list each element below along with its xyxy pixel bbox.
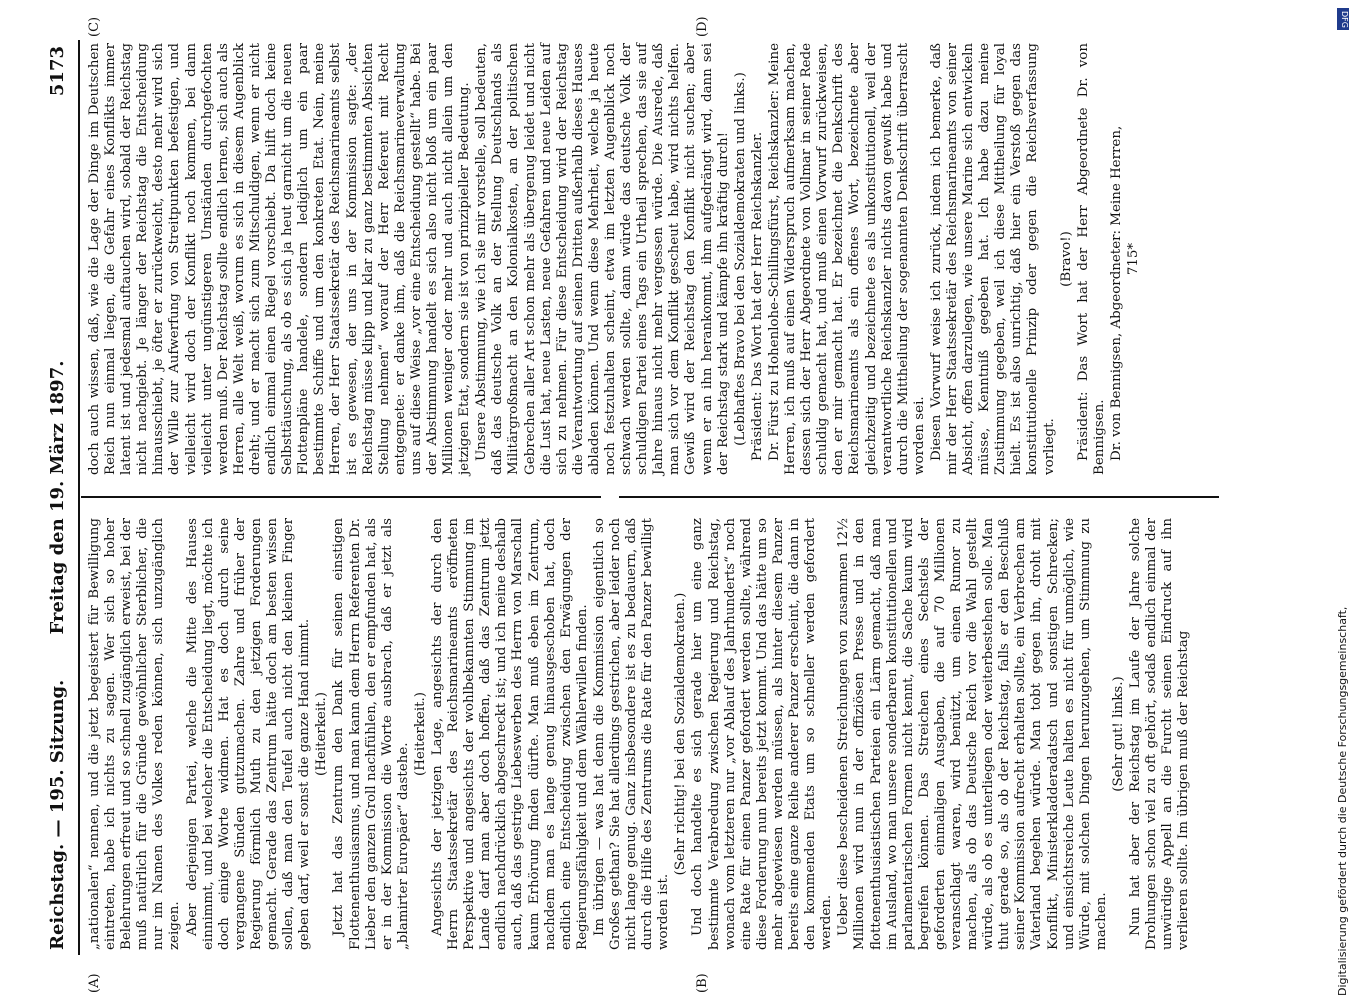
page-header (47, 40, 77, 955)
margin-mark-a: (A) (87, 973, 102, 993)
date-title: Freitag den 19. März 1897. (47, 360, 68, 635)
paragraph: Unsere Abstimmung, wie ich sie mir vorstelle, soll bedeuten, daß das deutsche Volk an der Stellung Deutschlands als Militärgroßmacht an den Kolonialkosten, an der politischen Gebrechen aller Art schon mehr als übergenug leidet und nicht die Lust hat, neue Lasten, neue Gefahren und neue Leiden auf sich zu nehmen. Für diese Entscheidung wird der Reichstag die Verantwortung auf seinen Dritten außerhalb dieses Hauses abladen können. Und wenn diese Mehrheit, welche ja heute noch festzuhalten scheint, etwa im letzten Augenblick noch schwach werden sollte, dann würde das deutsche Volk der schuldigen Partei eines Tags ein Urtheil sprechen, das sie auf Jahre hinaus nicht mehr vergessen würde. Die Ausrede, daß man sich vor dem Konflikt gescheut habe, wird nichts helfen. Gewiß wird der Reichstag den Konflikt nicht suchen; aber wenn er an ihn herankommt, ihm aufgedrängt wird, dann sei der Reichstag stark und kämpfe ihn kräftig durch! (474, 43, 731, 475)
header-rule (78, 40, 80, 955)
speaker-paragraph: Präsident: Das Wort hat der Herr Reichskanzler. (749, 131, 765, 461)
interjection: (Heiterkeit.) (314, 692, 330, 776)
page-signature: 715* (1126, 242, 1141, 276)
dfg-logo: DFG (1337, 8, 1349, 30)
column-divider-lower (619, 496, 1219, 498)
paragraph: Angesichts der jetzigen Lage, angesichts der durch den Herrn Staatssekretär des Reichsmarineamts eröffneten Perspektive und angesichts der wohlbekannten Stimmung im Lande darf man aber doch hoffen, daß das Zentrum jetzt endlich nachdrücklich abgeschreckt ist; und ich meine deshalb auch, daß das gestrige Liebeswerben des Herrn von Marschall kaum Erhörung finden dürfte. Man muß eben im Zentrum, nachdem man es lange genug hinausgeschoben hat, doch endlich eine Entscheidung zwischen den Erwägungen der Regierungsfähigkeit und dem Wählerwillen finden. (429, 518, 590, 950)
digitization-footer: Digitalisierung gefördert durch die Deutsche Forschungsgemeinschaft, (1336, 606, 1349, 996)
speaker-paragraph: Dr. Fürst zu Hohenlohe-Schillingsfürst, Reichskanzler: Meine Herren, ich muß auf einen Widerspruch aufmerksam machen, dessen sich der Herr Abgeordnete von Vollmar in seiner Rede schuldig gemacht hat, und muß einen Vorwurf zurückweisen, den er mir gemacht hat. Er bezeichnet die Denkschrift des Reichsmarineamts als ein offenes Wort, bezeichnete aber gleichzeitig und bezeichnete es als unkonstitutionell, weil der verantwortliche Reichskanzler nichts davon gewußt habe und durch die Mittheilung der sogenannten Denkschrift überrascht worden sei. (766, 43, 927, 475)
paragraph: „nationalen“ nennen, und die jetzt begeistert für Bewilligung eintreten, habe ich nichts zu sagen. Wer sich so hoher Belehrungen erfreut und so schnell zugänglich erweist, bei der muß natürlich für die Gründe gewöhnlicher Sterblicher, die nur im Namen des Volkes reden können, sich unzugänglich zeigen. (87, 518, 183, 950)
interjection: (Bravo!) (1058, 231, 1074, 287)
margin-mark-b: (B) (695, 973, 710, 993)
margin-mark-d: (D) (695, 16, 710, 37)
column-divider (81, 496, 601, 498)
paragraph: Im übrigen — was hat denn die Kommission eigentlich so Großes gethan? Sie hat allerdings gestrichen, aber leider noch nicht lange genug. Ganz insbesondere ist es zu bedauern, daß durch die Hilfe des Zentrums die Rate für den Panzer bewilligt worden ist. (591, 518, 672, 950)
paragraph: Und doch handelte es sich gerade hier um eine ganz bestimmte Verabredung zwischen Regierung und Reichstag, wonach vom letzteren nur „vor Ablauf des Jahrhunderts“ noch eine Rate für einen Panzer gefordert werden sollte, während diese Forderung nun bereits jetzt kommt. Und das hätte um so mehr abgewiesen werden müssen, als hinter diesem Panzer bereits eine ganze Reihe anderer Panzer erscheint, die dann in den kommenden Etats um so schneller werden gefordert werden. (690, 518, 835, 950)
speaker-paragraph: Dr. von Bennigsen, Abgeordneter: Meine Herren, (1108, 125, 1124, 461)
right-column (87, 43, 1143, 475)
interjection: (Sehr gut! links.) (1110, 676, 1126, 792)
speaker-paragraph: Präsident: Das Wort hat der Herr Abgeordnete Dr. von Bennigsen. (1075, 43, 1107, 475)
page-number: 5173 (47, 46, 68, 97)
interjection: (Lebhaftes Bravo bei den Sozialdemokraten und links.) (732, 72, 748, 446)
left-column (87, 518, 1193, 950)
margin-mark-c: (C) (87, 16, 102, 37)
rotated-page (45, 16, 1300, 993)
interjection: (Sehr richtig! bei den Sozialdemokraten.) (673, 592, 689, 876)
paragraph: doch auch wissen, daß, wie die Lage der Dinge im Deutschen Reich nun einmal liegen, die Gefahr eines Konflikts immer latent ist und jedesmal auftauchen wird, sobald der Reichstag nicht nachgiebt. Je länger der Reichstag die Entscheidung hinausschiebt, je öfter er zurückweicht, desto mehr wird sich der Wille zur Aufwerfung von Streitpunkten befestigen, und vielleicht wird doch der Konflikt noch kommen, bei dann vielleicht unter ungünstigeren Umständen durchgefochten werden muß. Der Reichstag sollte endlich lernen, sich auch als Herren, alle Welt weiß, worum es sich in diesem Augenblick dreht; und er macht sich zum Mitschuldigen, wenn er nicht endlich einmal einen Riegel vorschiebt. Da hilft doch keine Selbsttäuschung, als ob es sich ja heut garnicht um die neuen Flottenpläne handele, sondern lediglich um ein paar bestimmte Schiffe und um den konkreten Etat. Nein, meine Herren, der Herr Staatssekretär des Reichsmarineamts selbst ist es gewesen, der uns in der Kommission sagte: „der Reichstag müsse klipp und klar zu ganz bestimmten Absichten Stellung nehmen“ worauf der Herr Referent mit Recht entgegnete: er danke ihm, daß die Reichsmarineverwaltung uns auf diese Weise „vor eine Entscheidung gestellt“ habe. Bei der Abstimmung handelt es sich also nicht bloß um ein paar Millionen weniger oder mehr und auch nicht allein um den jetzigen Etat, sondern sie ist von prinzipieller Bedeutung. (87, 43, 473, 475)
paragraph: Nun hat aber der Reichstag im Laufe der Jahre solche Drohungen schon viel zu oft gehört, sodaß endlich einmal der unwürdige Appell an die Furcht seinen Eindruck auf ihn verlieren sollte. Im übrigen muß der Reichstag (1128, 518, 1192, 950)
paragraph: Jetzt hat das Zentrum den Dank für seinen einstigen Flottenenthusiasmus, und man kann dem Herrn Referenten Dr. Lieber den ganzen Groll nachfühlen, den er empfunden hat, als er in der Kommission die Worte ausbrach, daß er jetzt als „blamirter Europäer“ dastehe. (331, 518, 411, 950)
interjection: (Heiterkeit.) (412, 692, 428, 776)
paragraph: Ueber diese bescheidenen Streichungen von zusammen 12½ Millionen wird nun in der offiziösen Presse und in den flottenenthusiastischen Parteien ein Lärm gemacht, daß man im Ausland, wo man unsere sonderbaren konstitutionellen und parlamentarischen Formen nicht kennt, die Sache kaum wird begreifen können. Das Streichen eines Sechstels der geforderten einmaligen Ausgaben, die auf 70 Millionen veranschlagt waren, wird benützt, um einen Rumor zu machen, als ob das Deutsche Reich vor die Wahl gestellt würde, als ob es unterliegen oder weiterbestehen solle. Man thut gerade so, als ob der Reichstag, falls er den Beschluß seiner Kommission aufrecht erhalten sollte, ein Verbrechen am Vaterland begehen würde. Man tobt gegen ihn, droht mit Konflikt, Ministerkladderadatsch und sonstigen Schrecken; und einsichtsreiche Leute halten es nicht für unmöglich, wie Würde, mit solchen Dingen herunzugehen, um Stimmung zu machen. (836, 518, 1109, 950)
paragraph: Diesen Vorwurf weise ich zurück, indem ich bemerke, daß mir der Herr Staatssekretär des Reichsmarineamts von seiner Absicht, offen darzulegen, wie unsere Marine sich entwickeln müsse, Kenntniß gegeben hat. Ich habe dazu meine Zustimmung gegeben, weil ich diese Mittheilung für loyal hielt. Es ist also unrichtig, daß hier ein Verstoß gegen das konstitutionelle Prinzip oder gegen die Reichsverfassung vorliegt. (928, 43, 1057, 475)
session-title: Reichstag. — 195. Sitzung. (47, 679, 68, 950)
paragraph: Aber derjenigen Partei, welche die Mitte des Hauses einnimmt, und bei welcher die Entscheidung liegt, möchte ich doch einige Worte widmen. Hat es doch durch seine vergangene Sünden gutzumachen. Zahre und früher der Regierung förmlich Muth zu den jetzigen Forderungen gemacht. Gerade das Zentrum hätte doch am besten wissen sollen, daß man den Teufel auch nicht den kleinen Finger geben darf, weil er sonst die ganze Hand nimmt. (184, 518, 313, 950)
